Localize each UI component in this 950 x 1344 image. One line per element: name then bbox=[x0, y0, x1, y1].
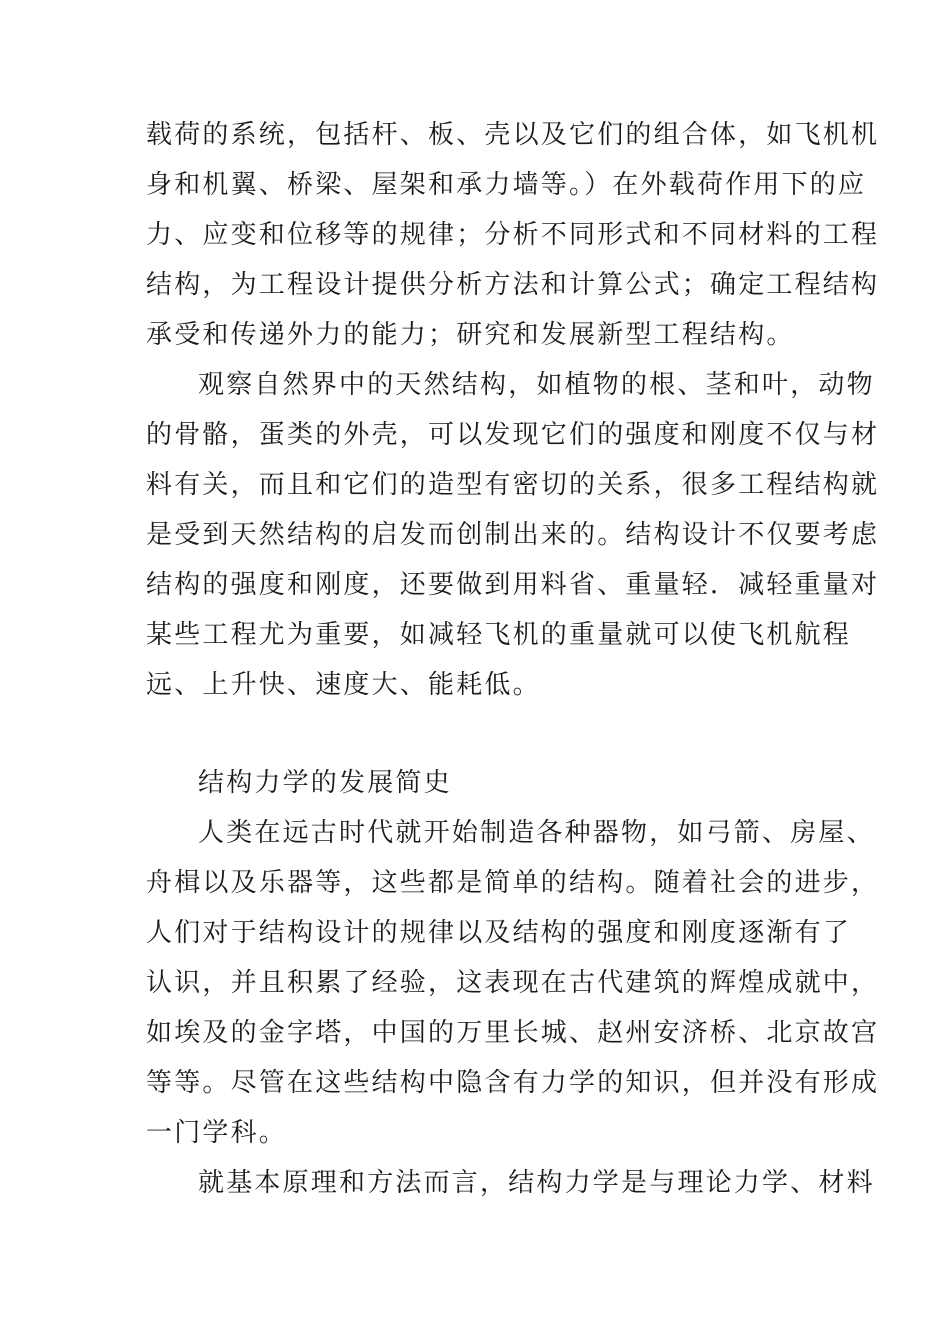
paragraph-line: 如埃及的金字塔，中国的万里长城、赵州安济桥、北京故宫 bbox=[146, 1018, 880, 1048]
paragraph-line: 人们对于结构设计的规律以及结构的强度和刚度逐渐有了 bbox=[146, 918, 852, 948]
paragraph-line: 身和机翼、桥梁、屋架和承力墙等。）在外载荷作用下的应 bbox=[146, 170, 867, 200]
paragraph-line: 料有关，而且和它们的造型有密切的关系，很多工程结构就 bbox=[146, 470, 880, 500]
paragraph-line: 结构，为工程设计提供分析方法和计算公式；确定工程结构 bbox=[146, 270, 880, 300]
paragraph-line: 是受到天然结构的启发而创制出来的。结构设计不仅要考虑 bbox=[146, 520, 880, 550]
paragraph-line: 的骨骼，蛋类的外壳，可以发现它们的强度和刚度不仅与材 bbox=[146, 420, 880, 450]
paragraph-line: 远、上升快、速度大、能耗低。 bbox=[146, 670, 541, 700]
paragraph-line: 就基本原理和方法而言，结构力学是与理论力学、材料 bbox=[198, 1168, 875, 1198]
paragraph-line: 结构的强度和刚度，还要做到用料省、重量轻．减轻重量对 bbox=[146, 570, 880, 600]
paragraph-line: 一门学科。 bbox=[146, 1118, 288, 1148]
paragraph-line: 某些工程尤为重要，如减轻飞机的重量就可以使飞机航程 bbox=[146, 620, 852, 650]
section-heading: 结构力学的发展简史 bbox=[198, 768, 452, 798]
paragraph-line: 观察自然界中的天然结构，如植物的根、茎和叶，动物 bbox=[198, 370, 875, 400]
paragraph-line: 认识，并且积累了经验，这表现在古代建筑的辉煌成就中， bbox=[146, 968, 880, 998]
paragraph-line: 舟楫以及乐器等，这些都是简单的结构。随着社会的进步， bbox=[146, 868, 880, 898]
paragraph-line: 载荷的系统，包括杆、板、壳以及它们的组合体，如飞机机 bbox=[146, 120, 880, 150]
paragraph-line: 等等。尽管在这些结构中隐含有力学的知识，但并没有形成 bbox=[146, 1068, 880, 1098]
paragraph-line: 人类在远古时代就开始制造各种器物，如弓箭、房屋、 bbox=[198, 818, 875, 848]
paragraph-line: 力、应变和位移等的规律；分析不同形式和不同材料的工程 bbox=[146, 220, 880, 250]
paragraph-line: 承受和传递外力的能力；研究和发展新型工程结构。 bbox=[146, 320, 795, 350]
